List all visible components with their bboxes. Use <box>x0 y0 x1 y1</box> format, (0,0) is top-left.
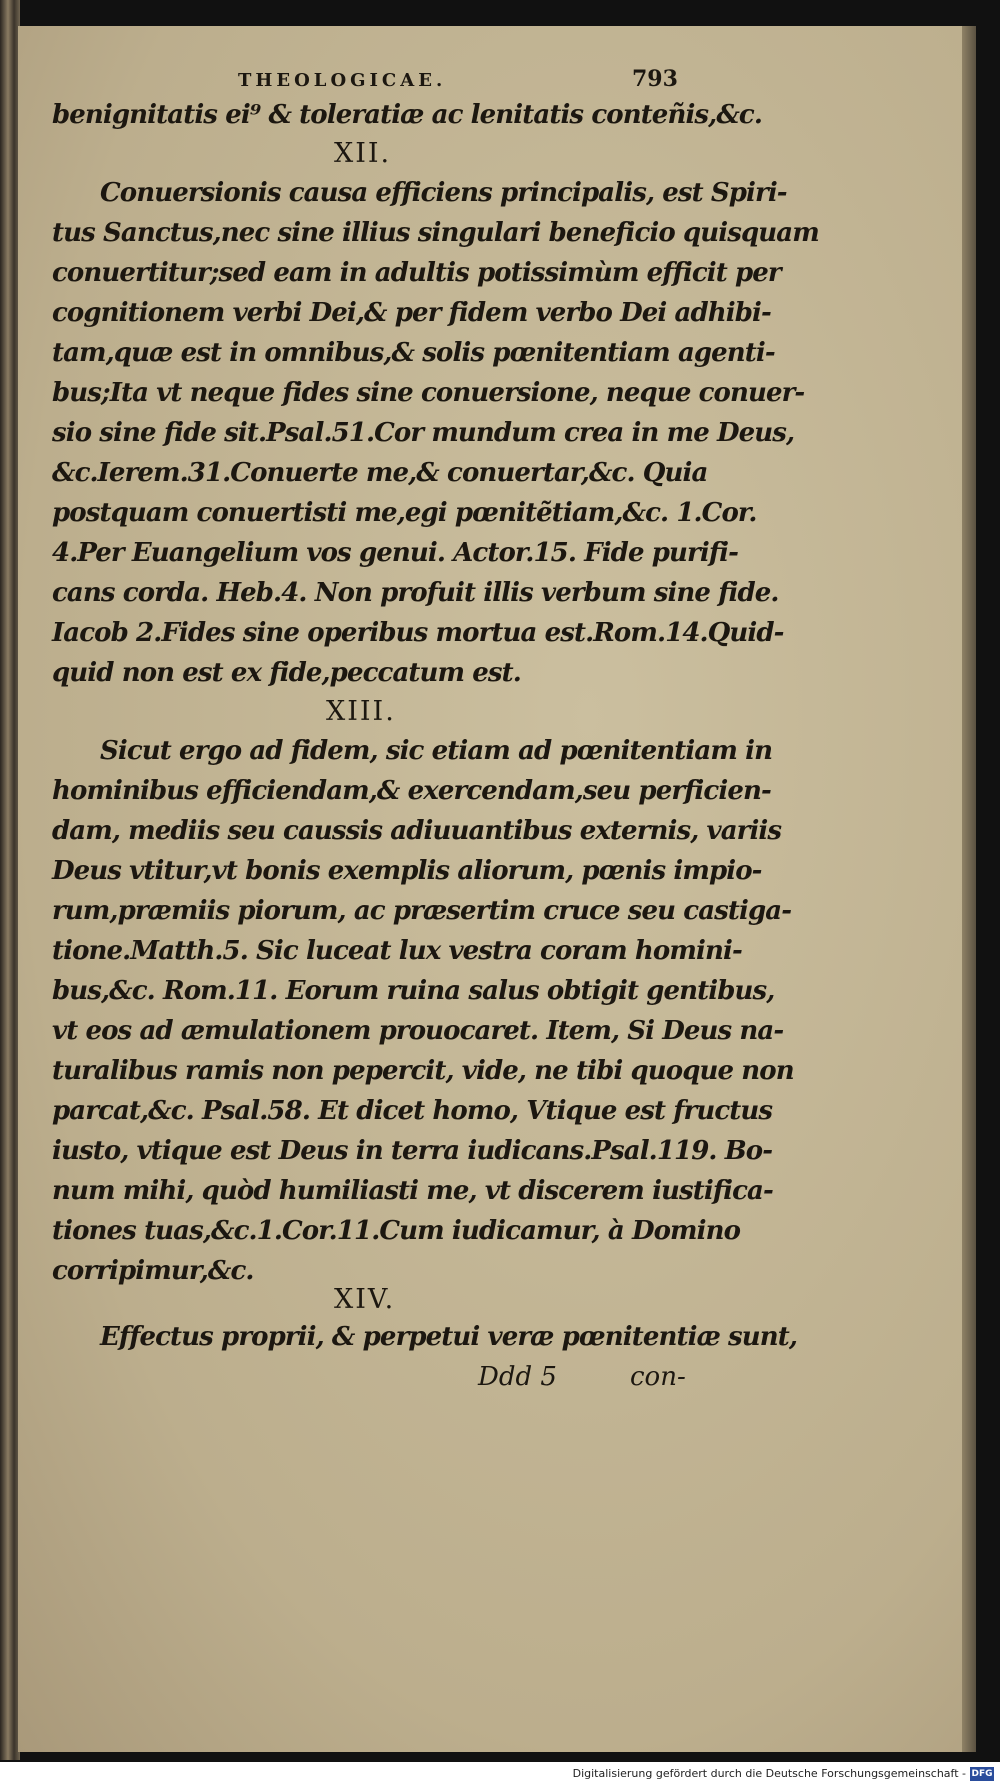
text-line: parcat,&c. Psal.58. Et dicet homo, Vtique est fructus <box>52 1096 773 1126</box>
text-line: &c.Ierem.31.Conuerte me,& conuertar,&c. Quia <box>52 458 708 488</box>
text-line: postquam conuertisti me,egi pœnitẽtiam,&c. 1.Cor. <box>52 498 757 528</box>
section-number: XII. <box>334 138 392 169</box>
text-line: tione.Matth.5. Sic luceat lux vestra coram homini- <box>52 936 742 966</box>
text-line: sio sine fide sit.Psal.51.Cor mundum crea in me Deus, <box>52 418 795 448</box>
text-line: Conuersionis causa efficiens principalis, est Spiri- <box>100 178 787 208</box>
text-line: tus Sanctus,nec sine illius singulari beneficio quisquam <box>52 218 819 248</box>
text-line: Sicut ergo ad fidem, sic etiam ad pœnitentiam in <box>100 736 773 766</box>
section-number: XIV. <box>334 1284 396 1315</box>
text-line: cans corda. Heb.4. Non profuit illis verbum sine fide. <box>52 578 779 608</box>
text-line: iusto, vtique est Deus in terra iudicans.Psal.119. Bo- <box>52 1136 773 1166</box>
text-line: Effectus proprii, & perpetui veræ pœnitentiæ sunt, <box>100 1322 798 1352</box>
text-line: conuertitur;sed eam in adultis potissimùm efficit per <box>52 258 781 288</box>
text-line: cognitionem verbi Dei,& per fidem verbo Dei adhibi- <box>52 298 771 328</box>
text-line: tiones tuas,&c.1.Cor.11.Cum iudicamur, à Domino <box>52 1216 741 1246</box>
page-right-edge <box>962 26 976 1752</box>
text-line: turalibus ramis non pepercit, vide, ne tibi quoque non <box>52 1056 794 1086</box>
funding-credit: Digitalisierung gefördert durch die Deutsche Forschungsgemeinschaft - <box>572 1767 966 1780</box>
text-line: hominibus efficiendam,& exercendam,seu perficien- <box>52 776 771 806</box>
text-line: Deus vtitur,vt bonis exemplis aliorum, pœnis impio- <box>52 856 762 886</box>
text-line: bus;Ita vt neque fides sine conuersione, neque conuer- <box>52 378 805 408</box>
catchword: con- <box>630 1362 686 1392</box>
page-number: 793 <box>632 66 678 92</box>
text-line: quid non est ex fide,peccatum est. <box>52 658 521 688</box>
text-line: vt eos ad æmulationem prouocaret. Item, Si Deus na- <box>52 1016 784 1046</box>
signature-mark: Ddd 5 <box>478 1362 557 1392</box>
footer-bar <box>0 1762 1000 1788</box>
book-spine-edge <box>0 0 20 1760</box>
text-line: dam, mediis seu caussis adiuuantibus externis, variis <box>52 816 782 846</box>
text-line: rum,præmiis piorum, ac præsertim cruce seu castiga- <box>52 896 792 926</box>
text-line: num mihi, quòd humiliasti me, vt discerem iustifica- <box>52 1176 773 1206</box>
text-line: 4.Per Euangelium vos genui. Actor.15. Fide purifi- <box>52 538 738 568</box>
text-line: Iacob 2.Fides sine operibus mortua est.Rom.14.Quid- <box>52 618 784 648</box>
section-number: XIII. <box>326 696 396 727</box>
text-line: bus,&c. Rom.11. Eorum ruina salus obtigit gentibus, <box>52 976 775 1006</box>
text-line: tam,quæ est in omnibus,& solis pœnitentiam agenti- <box>52 338 775 368</box>
text-line: benignitatis ei⁹ & toleratiæ ac lenitatis conteñis,&c. <box>52 100 762 130</box>
text-line: corripimur,&c. <box>52 1256 254 1286</box>
dfg-logo-icon: DFG <box>971 1769 993 1779</box>
running-title: THEOLOGICAE. <box>238 70 447 91</box>
